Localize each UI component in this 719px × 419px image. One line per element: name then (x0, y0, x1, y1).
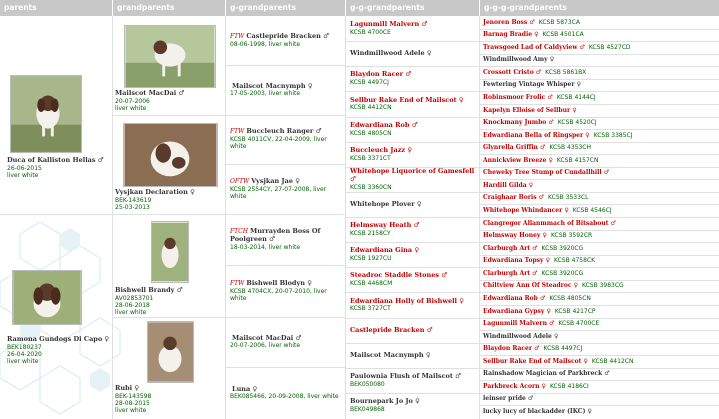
g-grandparent-details: 17-05-2003, liver white (230, 90, 301, 98)
ggg-grandparent-cell (480, 356, 719, 368)
g-grandparent-name: Luna ♀ (232, 384, 258, 393)
gg-grandparent-cell (346, 394, 479, 418)
title-prefix: FTW (230, 128, 245, 136)
grid-divider (480, 54, 719, 55)
ggg-grandparent-cell (480, 42, 719, 54)
gg-grandparent-cell (346, 243, 479, 267)
ggg-grandparent-reg: KCSB 3592CR (550, 232, 593, 240)
ggg-grandparent-name: Helmsway Honey ♀ (483, 232, 547, 240)
gg-grandparent-reg: KCSB 3360CN (350, 183, 392, 191)
grid-divider (480, 154, 719, 155)
gg-grandparent-reg: KCSB 2158CY (350, 229, 391, 237)
gg-grandparent-reg: KCSB 1927CU (350, 254, 392, 262)
grandparent-color-4: liver white (115, 407, 147, 415)
dog-photo-icon (13, 271, 81, 324)
dog-photo-icon (124, 124, 217, 186)
grid-divider (0, 214, 112, 215)
gg-grandparent-name: Sellbur Rake End of Mailscot ♀ (350, 95, 464, 104)
ggg-grandparent-name: Clangregor Allanmmach of Bitsabout ♂ (483, 219, 616, 227)
gg-grandparent-cell (346, 218, 479, 242)
g-grandparent-cell (226, 165, 345, 214)
ggg-grandparent-cell (480, 218, 719, 230)
grid-divider (226, 265, 345, 266)
grid-divider (113, 214, 225, 215)
ggg-grandparent-name: Robinsmoor Frolic ♂ (483, 93, 553, 101)
ggg-grandparent-reg: KCSB 4157CN (556, 156, 599, 164)
header-parents: parents (0, 0, 112, 16)
grid-divider (346, 343, 479, 344)
gg-grandparent-name: Edwardiana Rob ♂ (350, 121, 418, 129)
grandparent-cell-2 (113, 116, 225, 214)
gg-grandparent-name: Whitehope Plover ♀ (350, 199, 422, 208)
ggg-grandparent-reg: KCSB 3920CG (541, 269, 584, 277)
ggg-grandparent-name: Trawsgoed Lad of Caldyview ♂ (483, 43, 585, 51)
ggg-grandparent-name: Jenoren Boss ♂ (483, 18, 535, 26)
ggg-grandparent-reg: KCSB 4217CP (554, 307, 596, 315)
ggg-grandparent-cell (480, 105, 719, 117)
ggg-grandparent-name: Parkbreck Acorn ♀ (483, 382, 546, 390)
ggg-grandparent-reg: KCSB 4497CJ (543, 345, 583, 353)
ggg-grandparent-reg: KCSB 5873CA (538, 18, 580, 26)
grid-divider (226, 65, 345, 66)
g-grandparent-details: 20-07-2006, liver white (230, 342, 301, 350)
ggg-grandparent-cell (480, 331, 719, 343)
gg-grandparent-reg: BEK050080 (350, 380, 385, 388)
ggg-grandparent-name: Windmillwood Adele ♀ (483, 332, 559, 340)
sire-name: Duca of Kalliston Hellas ♂ (7, 156, 104, 164)
g-grandparent-name: Mailscot Macnymph ♀ (232, 81, 313, 90)
ggg-grandparent-cell (480, 168, 719, 179)
grandparent-photo-2 (123, 123, 218, 187)
g-grandparent-name: Castlepride Bracken ♂ (246, 32, 329, 40)
grid-divider (480, 192, 719, 193)
grid-divider (480, 343, 719, 344)
ggg-grandparent-reg: KCSB 4700CE (558, 320, 600, 328)
grandparent-name-2: Vysjkan Declaration ♀ (115, 188, 195, 196)
g-grandparent-name: Buccleuch Ranger ♂ (246, 127, 322, 136)
grid-divider (346, 393, 479, 394)
gg-grandparent-reg: KCSB 4805CN (350, 129, 392, 137)
grid-divider (480, 91, 719, 92)
g-grandparent-cell (226, 116, 345, 164)
gg-grandparent-reg: BEK049868 (350, 405, 385, 413)
ggg-grandparent-cell (480, 243, 719, 255)
grid-divider (480, 66, 719, 67)
grid-divider (480, 29, 719, 30)
gg-grandparent-name: Bournepark Jo Jo ♀ (350, 397, 420, 405)
title-prefix: FTW (230, 279, 245, 287)
ggg-grandparent-reg: KCSB 5861BX (545, 68, 587, 76)
g-grandparent-details: BEK085466, 20-09-2008, liver white (230, 393, 339, 401)
grid-divider (480, 179, 719, 180)
grid-divider (226, 115, 345, 116)
grid-divider (480, 368, 719, 369)
ggg-grandparent-cell (480, 293, 719, 305)
gg-grandparent-name: Buccleuch Jazz ♀ (350, 146, 413, 154)
sire-date: 26-06-2015 (7, 164, 42, 172)
grandparent-cell-1 (113, 17, 225, 115)
ggg-grandparent-cell (480, 205, 719, 217)
ggg-grandparent-cell (480, 67, 719, 79)
g-grandparent-name: Vysjkan Jae ♀ (251, 176, 300, 185)
grandparent-date-4: 28-08-2015 (115, 399, 150, 407)
g-grandparent-name: Mailscot MacDai ♂ (232, 333, 302, 342)
ggg-grandparent-cell (480, 130, 719, 142)
grid-divider (480, 204, 719, 205)
grid-divider (346, 142, 479, 143)
ggg-grandparent-name: Clarburgh Art ♂ (483, 244, 538, 252)
ggg-grandparent-name: Cheweky Tree Stump of Cundallhill ♂ (483, 169, 610, 177)
grid-divider (346, 192, 479, 193)
grandparent-name-1: Mailscot MacDai ♂ (115, 89, 185, 97)
gg-grandparent-name: Steadroc Staddle Stones ♂ (350, 271, 448, 279)
gg-grandparent-name: Paulownia Flush of Mailscot ♂ (350, 372, 461, 380)
grid-divider (346, 66, 479, 67)
grandparent-reg-3: AV02853701 (115, 294, 154, 302)
grid-divider (346, 167, 479, 168)
grid-divider (480, 217, 719, 218)
gg-grandparent-reg: KCSB 4497CJ (350, 78, 389, 86)
ggg-grandparent-cell (480, 394, 719, 405)
ggg-grandparent-reg: KCSB 4758CK (554, 257, 596, 265)
dam-reg: BEK180237 (7, 343, 42, 351)
ggg-grandparent-reg: KCSB 4520CJ (557, 119, 597, 127)
ggg-grandparent-name: lucky lucy of blackadder (IKC) ♀ (483, 407, 592, 415)
ggg-grandparent-cell (480, 306, 719, 318)
gg-grandparent-cell (346, 319, 479, 343)
g-grandparent-details: KCSB 4011CV, 22-04-2009, liver white (230, 136, 327, 151)
grandparent-name-4: Rubi ♀ (115, 384, 140, 392)
sire-photo (10, 75, 82, 153)
ggg-grandparent-reg: KCSB 3533CL (548, 194, 589, 202)
dam-name: Ramona Gundogs Di Capo ♀ (7, 335, 110, 343)
ggg-grandparent-name: Crossott Cristo ♂ (483, 68, 542, 76)
grid-divider (480, 129, 719, 130)
ggg-grandparent-name: Edwardiana Rob ♂ (483, 294, 546, 302)
grid-divider (226, 367, 345, 368)
ggg-grandparent-reg: KCSB 4805CN (549, 294, 591, 302)
grandparent-name-3: Bishwell Brandy ♂ (115, 286, 183, 294)
ggg-grandparent-reg: KCSB 4546CJ (572, 206, 612, 214)
grandparent-date-1: 20-07-2006 (115, 97, 150, 105)
g-grandparent-details: KCSB 4704CX, 20-07-2010, liver white (230, 287, 327, 302)
grandparent-photo-1 (124, 25, 216, 88)
grid-divider (346, 242, 479, 243)
ggg-grandparent-name: Clarburgh Art ♂ (483, 269, 538, 277)
ggg-grandparent-name: Edwardiana Gypsy ♀ (483, 307, 551, 315)
grid-divider (480, 41, 719, 42)
dam-date: 26-04-2020 (7, 350, 42, 358)
grid-divider (480, 380, 719, 381)
grid-divider (346, 91, 479, 92)
grid-divider (480, 330, 719, 331)
gg-grandparent-cell (346, 293, 479, 318)
ggg-grandparent-reg: KCSB 4412CN (591, 357, 634, 365)
grid-divider (480, 167, 719, 168)
gg-grandparent-cell (346, 67, 479, 91)
grid-divider (346, 267, 479, 268)
ggg-grandparent-name: Hardill Gilda ♀ (483, 181, 534, 189)
gg-grandparent-name: Castlepride Bracken ♂ (350, 325, 433, 334)
g-grandparent-details: 08-06-1998, liver white (230, 40, 301, 48)
ggg-grandparent-name: Whitehope Whindancer ♀ (483, 206, 569, 214)
header-ggg-grandparents: g-g-g-grandparents (480, 0, 719, 16)
grid-divider (480, 280, 719, 281)
grid-divider (480, 292, 719, 293)
gg-grandparent-reg: KCSB 4700CE (350, 28, 391, 36)
dog-photo-icon (125, 26, 215, 87)
gg-grandparent-name: Blaydon Racer ♂ (350, 70, 412, 78)
grid-divider (480, 305, 719, 306)
dog-photo-icon (11, 76, 81, 152)
grandparent-date-3: 28-06-2018 (115, 301, 150, 309)
gg-grandparent-name: Lagunmill Malvern ♂ (350, 20, 428, 28)
ggg-grandparent-cell (480, 118, 719, 129)
ggg-grandparent-name: Windmillwood Amy ♀ (483, 56, 555, 64)
ggg-grandparent-reg: KCSB 4144CJ (556, 93, 596, 101)
gg-grandparent-reg: KCSB 4412CN (350, 104, 392, 112)
g-grandparent-cell (226, 266, 345, 317)
gg-grandparent-name: Edwardiana Holly of Bishwell ♀ (350, 296, 465, 305)
grid-divider (480, 267, 719, 268)
ggg-grandparent-reg: KCSB 4186CI (549, 382, 589, 390)
grandparent-color-1: liver white (115, 104, 147, 112)
g-grandparent-cell (226, 17, 345, 65)
grid-divider (480, 393, 719, 394)
grandparent-date-2: 25-03-2013 (115, 203, 150, 211)
grid-divider (346, 117, 479, 118)
g-grandparent-cell (226, 368, 345, 419)
gg-grandparent-cell (346, 193, 479, 217)
ggg-grandparent-cell (480, 231, 719, 242)
grandparent-cell-3 (113, 215, 225, 317)
grandparent-reg-4: BEK-143598 (115, 392, 152, 400)
grandparent-color-3: liver white (115, 309, 147, 317)
grid-divider (480, 405, 719, 406)
gg-grandparent-reg: KCSB 3727CT (350, 305, 391, 313)
parent-sire-cell (0, 17, 112, 214)
gg-grandparent-cell (346, 369, 479, 393)
grid-divider (346, 318, 479, 319)
header-grandparents: grandparents (113, 0, 225, 16)
ggg-grandparent-name: Kapelyn Elloise of Sellbur ♀ (483, 106, 577, 114)
grid-divider (346, 368, 479, 369)
grid-divider (346, 41, 479, 42)
grandparent-photo-4 (147, 321, 194, 383)
grid-divider (346, 292, 479, 293)
ggg-grandparent-name: Fewtering Vintage Whisper ♀ (483, 81, 581, 89)
gg-grandparent-cell (346, 118, 479, 142)
ggg-grandparent-cell (480, 92, 719, 104)
ggg-grandparent-reg: KCSB 4501CA (542, 31, 584, 39)
g-grandparent-cell (226, 318, 345, 367)
grid-divider (226, 317, 345, 318)
dam-photo (12, 270, 82, 325)
ggg-grandparent-name: Edwardiana Topsy ♀ (483, 257, 550, 265)
gg-grandparent-cell (346, 17, 479, 41)
title-prefix: OFTW (230, 177, 250, 185)
grandparent-photo-3 (151, 221, 189, 283)
ggg-grandparent-cell (480, 17, 719, 29)
ggg-grandparent-name: leinser pride ♂ (483, 395, 534, 403)
grid-divider (480, 242, 719, 243)
gg-grandparent-cell (346, 92, 479, 117)
gg-grandparent-name: Edwardiana Gina ♀ (350, 246, 420, 254)
gg-grandparent-name: Whitehope Liquorice of Gamesfell ♂ (350, 168, 475, 183)
dog-photo-icon (148, 322, 193, 382)
ggg-grandparent-cell (480, 319, 719, 330)
g-grandparent-details: 18-03-2014, liver white (230, 243, 301, 251)
ggg-grandparent-reg: KCSB 4527CD (588, 43, 631, 51)
ggg-grandparent-cell (480, 30, 719, 41)
ggg-grandparent-cell (480, 256, 719, 267)
ggg-grandparent-cell (480, 344, 719, 355)
ggg-grandparent-cell (480, 193, 719, 204)
ggg-grandparent-reg: KCSB 3983CG (581, 282, 624, 290)
ggg-grandparent-name: Glynrella Griffin ♂ (483, 144, 546, 152)
grandparent-reg-2: BEK-143619 (115, 196, 152, 204)
parent-dam-cell (0, 215, 112, 419)
ggg-grandparent-name: Annickview Breeze ♀ (483, 156, 553, 164)
ggg-grandparent-name: Edwardiana Bella of Ringsper ♀ (483, 131, 590, 139)
gg-grandparent-name: Helmsway Heath ♂ (350, 221, 420, 229)
g-grandparent-details: KCSB 2554CY, 27-07-2008, liver white (230, 185, 327, 200)
header-gg-grandparents: g-g-grandparents (346, 0, 479, 16)
g-grandparent-cell (226, 66, 345, 115)
grid-divider (480, 104, 719, 105)
header-g-grandparents: g-grandparents (226, 0, 345, 16)
sire-color: liver white (7, 171, 39, 179)
gg-grandparent-cell (346, 344, 479, 368)
ggg-grandparent-name: Barnag Bradie ♀ (483, 31, 539, 39)
ggg-grandparent-cell (480, 80, 719, 91)
dog-photo-icon (152, 222, 188, 282)
grid-divider (226, 214, 345, 215)
ggg-grandparent-name: Sellbur Rake End of Mailscot ♀ (483, 357, 588, 365)
ggg-grandparent-cell (480, 281, 719, 292)
grid-divider (480, 255, 719, 256)
g-grandparent-name: Murrayden Boss Of Poolgreen ♂ (230, 227, 321, 243)
grid-divider (225, 16, 226, 419)
ggg-grandparent-name: Knockmany Jumbo ♂ (483, 119, 554, 127)
grid-divider (113, 317, 225, 318)
grid-divider (480, 117, 719, 118)
gg-grandparent-cell (346, 42, 479, 66)
ggg-grandparent-cell (480, 55, 719, 66)
gg-grandparent-cell (346, 143, 479, 167)
grid-divider (480, 142, 719, 143)
ggg-grandparent-name: Chiltview Ann Of Steadroc ♀ (483, 282, 578, 290)
ggg-grandparent-reg: KCSB 3920CG (541, 244, 584, 252)
ggg-grandparent-name: Blaydon Racer ♂ (483, 345, 540, 353)
ggg-grandparent-name: Lagunmill Malvern ♂ (483, 320, 555, 328)
grid-divider (480, 79, 719, 80)
grid-divider (480, 318, 719, 319)
grid-divider (346, 217, 479, 218)
grandparent-cell-4 (113, 318, 225, 419)
ggg-grandparent-reg: KCSB 4353CH (549, 144, 591, 152)
grid-divider (480, 230, 719, 231)
title-prefix: FTCH (230, 228, 248, 236)
ggg-grandparent-cell (480, 406, 719, 418)
grid-divider (112, 16, 113, 419)
ggg-grandparent-cell (480, 381, 719, 393)
gg-grandparent-name: Windmillwood Adele ♀ (350, 48, 432, 57)
gg-grandparent-name: Mailscot Macnymph ♀ (350, 350, 431, 359)
grid-divider (226, 164, 345, 165)
ggg-grandparent-cell (480, 268, 719, 280)
ggg-grandparent-cell (480, 369, 719, 380)
title-prefix: FTW (230, 33, 245, 40)
dam-color: liver white (7, 358, 39, 366)
g-grandparent-name: Bishwell Blodyn ♀ (246, 278, 312, 287)
g-grandparent-cell (226, 215, 345, 265)
gg-grandparent-cell (346, 268, 479, 292)
ggg-grandparent-cell (480, 143, 719, 154)
ggg-grandparent-reg: KCSB 3385CJ (593, 131, 633, 139)
grid-divider (480, 355, 719, 356)
ggg-grandparent-cell (480, 180, 719, 192)
gg-grandparent-cell (346, 168, 479, 192)
gg-grandparent-reg: KCSB 4468CM (350, 279, 393, 287)
ggg-grandparent-cell (480, 155, 719, 167)
gg-grandparent-reg: KCSB 3371CT (350, 154, 391, 162)
ggg-grandparent-name: Rainshadow Magician of Parkbreck ♂ (483, 370, 610, 378)
ggg-grandparent-name: Craighaar Boris ♂ (483, 194, 545, 202)
grid-divider (113, 115, 225, 116)
